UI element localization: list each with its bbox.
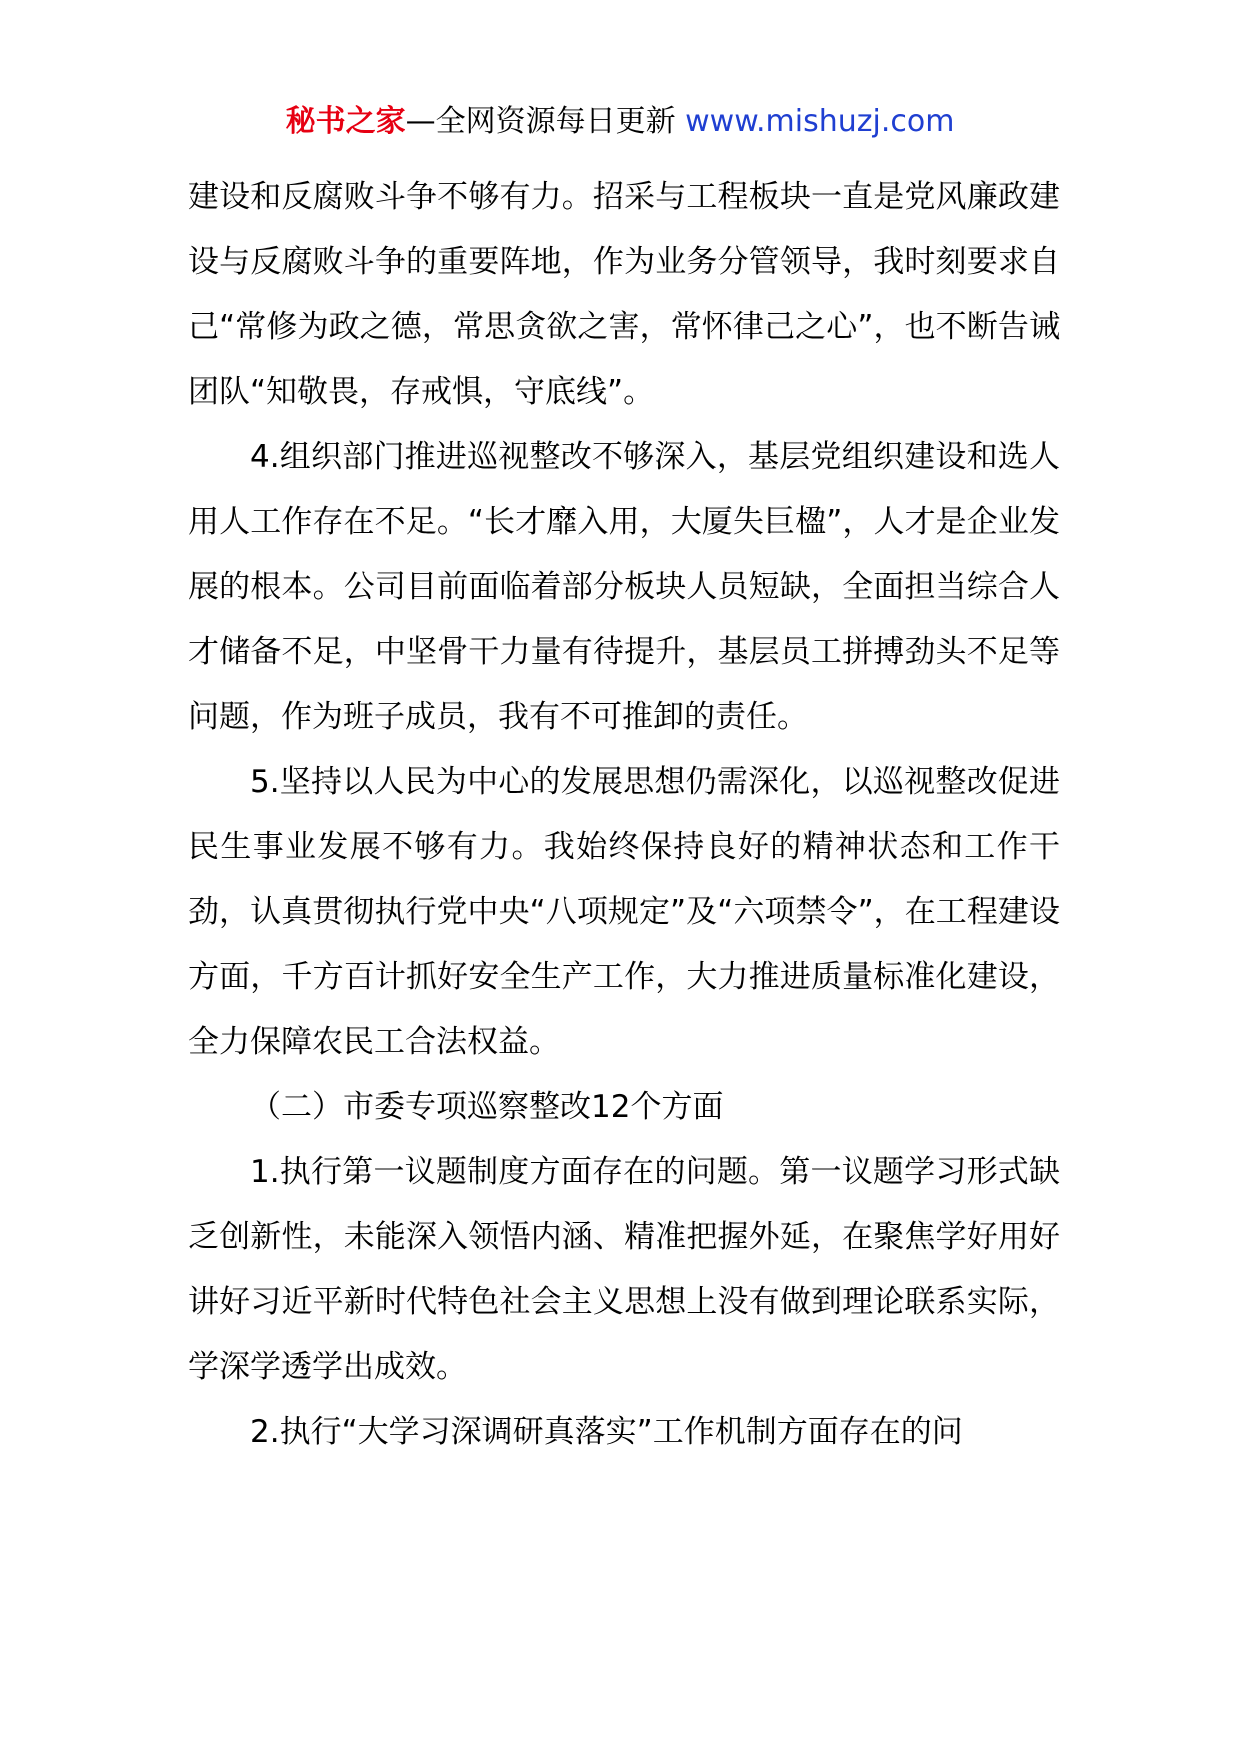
site-tagline: —全网资源每日更新 [405,104,686,139]
watermark-header [0,102,1240,142]
paragraph-item-1: 1.执行第一议题制度方面存在的问题。第一议题学习形式缺乏创新性，未能深入领悟内涵、精准把握外延，在聚焦学好用好讲好习近平新时代特色社会主义思想上没有做到理论联系实际，学深学透学出成效。 [188,1154,1060,1385]
paragraph-continuation: 建设和反腐败斗争不够有力。招采与工程板块一直是党风廉政建设与反腐败斗争的重要阵地，作为业务分管领导，我时刻要求自己“常修为政之德，常思贪欲之害，常怀律己之心”，也不断告诫团队“知敬畏，存戒惧，守底线”。 [188,179,1060,410]
document-body [188,165,1060,1465]
paragraph-item-2: 2.执行“大学习深调研真落实”工作机制方面存在的问 [250,1414,963,1450]
site-url[interactable]: www.mishuzj.com [685,104,955,139]
paragraph-item-5: 5.坚持以人民为中心的发展思想仍需深化，以巡视整改促进民生事业发展不够有力。我始终保持良好的精神状态和工作干劲，认真贯彻执行党中央“八项规定”及“六项禁令”，在工程建设方面，千方百计抓好安全生产工作，大力推进质量标准化建设，全力保障农民工合法权益。 [188,764,1060,1060]
site-brand: 秘书之家 [285,104,406,139]
section-heading: （二）市委专项巡察整改12个方面 [250,1089,724,1125]
paragraph-item-4: 4.组织部门推进巡视整改不够深入，基层党组织建设和选人用人工作存在不足。“长才靡入用，大厦失巨楹”，人才是企业发展的根本。公司目前面临着部分板块人员短缺，全面担当综合人才储备不足，中坚骨干力量有待提升，基层员工拼搏劲头不足等问题，作为班子成员，我有不可推卸的责任。 [188,439,1060,735]
